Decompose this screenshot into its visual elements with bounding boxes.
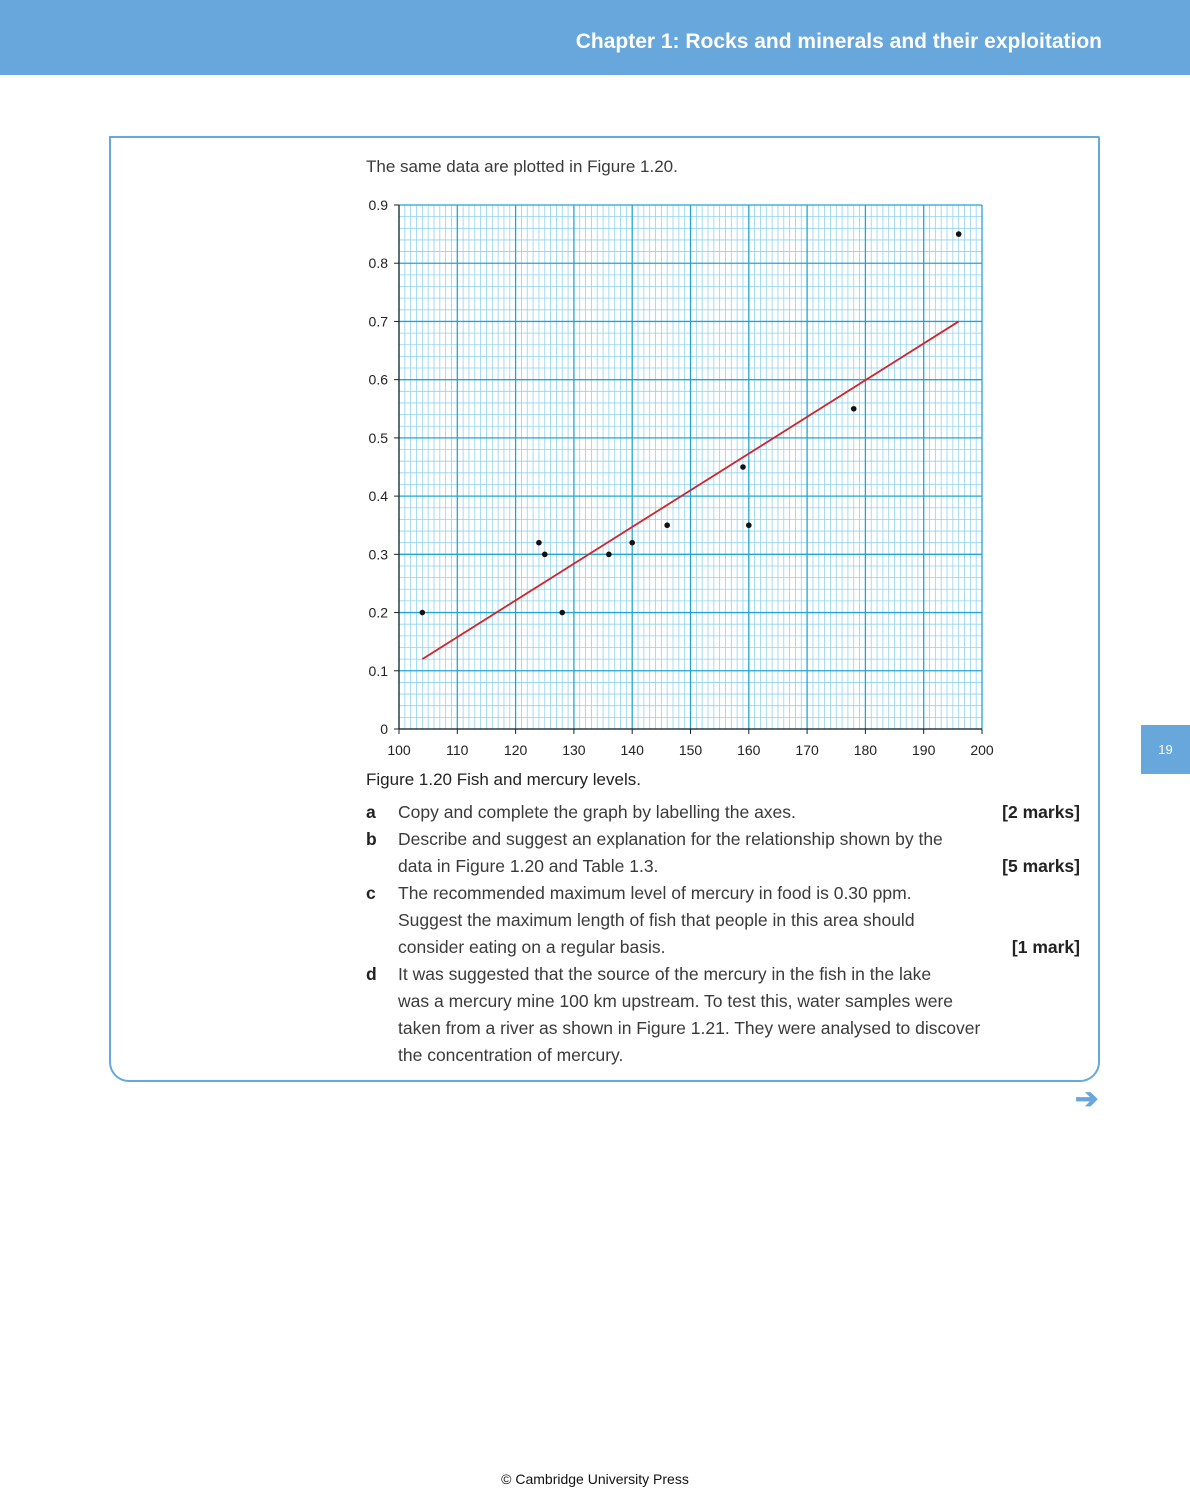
x-tick-label: 190 — [912, 742, 936, 758]
question-marks: [5 marks] — [1002, 856, 1080, 876]
arrow-right-icon[interactable]: ➔ — [1075, 1083, 1099, 1114]
x-tick-label: 200 — [970, 742, 994, 758]
question-line: the concentration of mercury. — [398, 1045, 624, 1065]
question-line: Suggest the maximum length of fish that people in this area should — [398, 910, 915, 930]
data-point — [559, 610, 565, 616]
y-tick-label: 0 — [380, 721, 388, 737]
data-point — [851, 406, 857, 412]
y-tick-label: 0.1 — [368, 662, 388, 679]
question-line: consider eating on a regular basis. — [398, 937, 666, 957]
question-letter: d — [366, 964, 377, 984]
y-tick-label: 0.7 — [368, 313, 388, 330]
y-tick-label: 0.5 — [368, 429, 388, 446]
x-tick-label: 120 — [503, 742, 528, 758]
x-tick-label: 180 — [853, 742, 878, 758]
question-line: Copy and complete the graph by labelling the axes. — [398, 802, 796, 822]
question-letter: b — [366, 829, 377, 849]
y-tick-label: 0.3 — [368, 546, 388, 563]
x-tick-label: 110 — [446, 742, 469, 758]
intro-text: The same data are plotted in Figure 1.20. — [366, 157, 678, 176]
data-point — [629, 540, 635, 546]
y-tick-label: 0.4 — [368, 488, 388, 505]
data-point — [664, 522, 670, 528]
question-line: data in Figure 1.20 and Table 1.3. — [398, 856, 659, 876]
data-point — [956, 231, 962, 237]
data-point — [420, 610, 426, 616]
fish-mercury-scatter-chart — [355, 192, 1015, 772]
question-line: Describe and suggest an explanation for the relationship shown by the — [398, 829, 943, 849]
x-tick-label: 160 — [737, 742, 761, 758]
y-tick-label: 0.6 — [368, 371, 388, 388]
page-number: 19 — [1158, 742, 1173, 757]
question-line: The recommended maximum level of mercury in food is 0.30 ppm. — [398, 883, 912, 903]
x-tick-label: 100 — [387, 742, 411, 758]
question-letter: a — [366, 802, 376, 822]
data-point — [740, 464, 746, 470]
question-letter: c — [366, 883, 376, 903]
y-tick-label: 0.8 — [368, 255, 388, 272]
question-line: It was suggested that the source of the mercury in the fish in the lake — [398, 964, 932, 984]
data-point — [746, 522, 752, 528]
page-number-tab — [1141, 725, 1190, 774]
question-marks: [2 marks] — [1002, 802, 1080, 822]
copyright-footer: © Cambridge University Press — [501, 1471, 689, 1487]
x-tick-label: 170 — [795, 742, 819, 758]
figure-caption: Figure 1.20 Fish and mercury levels. — [366, 770, 641, 789]
data-point — [606, 552, 612, 558]
data-point — [542, 552, 548, 558]
x-tick-label: 140 — [620, 742, 644, 758]
x-tick-label: 130 — [562, 742, 586, 758]
data-point — [536, 540, 542, 546]
chapter-title: Chapter 1: Rocks and minerals and their exploitation — [575, 30, 1102, 53]
question-line: taken from a river as shown in Figure 1.21. They were analysed to discover — [398, 1018, 981, 1038]
chapter-header-bar — [0, 0, 1190, 75]
y-tick-label: 0.2 — [368, 604, 388, 621]
question-line: was a mercury mine 100 km upstream. To test this, water samples were — [398, 991, 954, 1011]
y-tick-label: 0.9 — [368, 197, 388, 213]
x-tick-label: 150 — [678, 742, 703, 758]
question-marks: [1 mark] — [1011, 937, 1080, 957]
